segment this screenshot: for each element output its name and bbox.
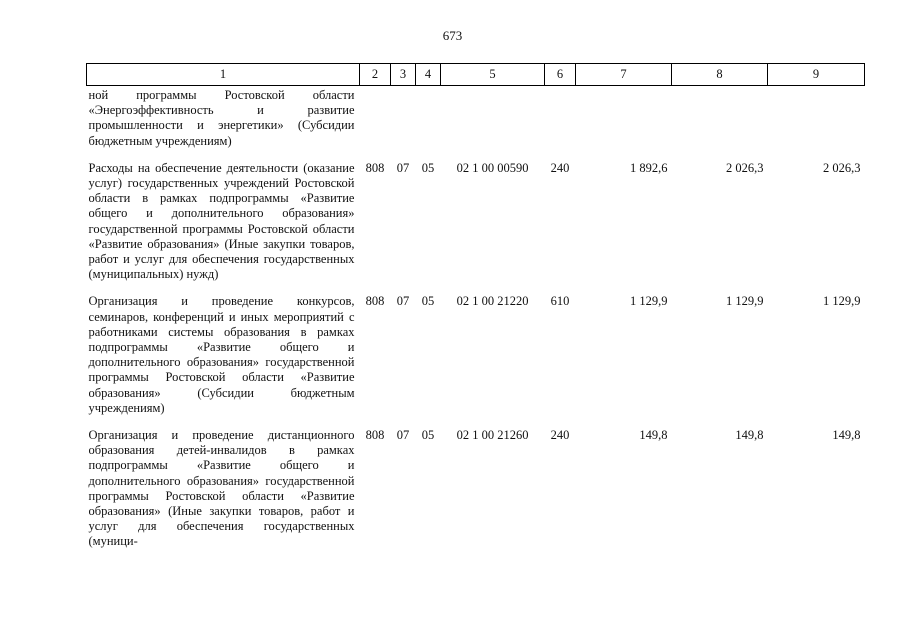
col-header-3: 3 — [391, 64, 416, 86]
expense-type-code: 610 — [550, 294, 570, 309]
col-header-4: 4 — [416, 64, 441, 86]
expense-type-code: 240 — [550, 428, 570, 443]
section-code — [391, 86, 416, 149]
table-row — [87, 86, 865, 149]
amount-col9: 149,8 — [832, 428, 861, 443]
col-header-1: 1 — [87, 64, 360, 86]
ministry-code: 808 — [365, 294, 385, 309]
amount-col9: 2 026,3 — [823, 160, 861, 175]
amount-col8: 2 026,3 — [726, 160, 764, 175]
expense-type-code — [545, 86, 576, 149]
subsection-code: 05 — [421, 160, 435, 175]
section-code: 07 — [396, 294, 410, 309]
amount-col7: 1 129,9 — [630, 294, 668, 309]
ministry-code — [360, 86, 391, 149]
amount-col8: 149,8 — [735, 428, 764, 443]
col-header-5: 5 — [441, 64, 545, 86]
col-header-8: 8 — [672, 64, 768, 86]
table-row — [87, 149, 865, 283]
row-description: Расходы на обеспечение деятельности (оказание услуг) государственных учреждений Ростовской области в рамках подпрограммы «Развитие общего и дополнительного образования» государственной программы Ростовской области «Развитие образования» (Иные закупки товаров, работ и услуг для обеспечения государственных (муниципальных) нужд) — [88, 160, 355, 282]
ministry-code: 808 — [365, 160, 385, 175]
amount-col8: 1 129,9 — [726, 294, 764, 309]
table-row — [87, 282, 865, 416]
row-description: Организация и проведение дистанционного образования детей-инвалидов в рамках подпрограммы «Развитие общего и дополнительного образования» государственной программы Ростовской области «Развитие образования» (Иные закупки товаров, работ и услуг для обеспечения государственных (муници- — [88, 428, 355, 549]
header-row — [87, 64, 865, 86]
table-row — [87, 416, 865, 550]
row-description: Организация и проведение конкурсов, семинаров, конференций и иных мероприятий с работниками системы образования в рамках подпрограммы «Развитие общего и дополнительного образования» государственной программы Ростовской области «Развитие образования» (Субсидии бюджетным учреждениям) — [88, 294, 355, 415]
target-article-code — [441, 86, 545, 149]
amount-col9: 1 129,9 — [823, 294, 861, 309]
section-code: 07 — [396, 160, 410, 175]
subsection-code: 05 — [421, 428, 435, 443]
col-header-2: 2 — [360, 64, 391, 86]
col-header-7: 7 — [576, 64, 672, 86]
section-code: 07 — [396, 428, 410, 443]
row-description: ной программы Ростовской области «Энергоэффективность и развитие промышленности и энергетики» (Субсидии бюджетным учреждениям) — [88, 88, 355, 148]
page-number: 673 — [442, 28, 463, 43]
col-header-9: 9 — [768, 64, 865, 86]
amount-col7 — [576, 86, 672, 149]
target-article-code: 02 1 00 00590 — [456, 160, 529, 175]
budget-table — [86, 63, 865, 550]
target-article-code: 02 1 00 21260 — [456, 428, 529, 443]
amount-col9 — [768, 86, 865, 149]
amount-col7: 1 892,6 — [630, 160, 668, 175]
col-header-6: 6 — [545, 64, 576, 86]
amount-col8 — [672, 86, 768, 149]
ministry-code: 808 — [365, 428, 385, 443]
target-article-code: 02 1 00 21220 — [456, 294, 529, 309]
expense-type-code: 240 — [550, 160, 570, 175]
amount-col7: 149,8 — [639, 428, 668, 443]
subsection-code — [416, 86, 441, 149]
subsection-code: 05 — [421, 294, 435, 309]
